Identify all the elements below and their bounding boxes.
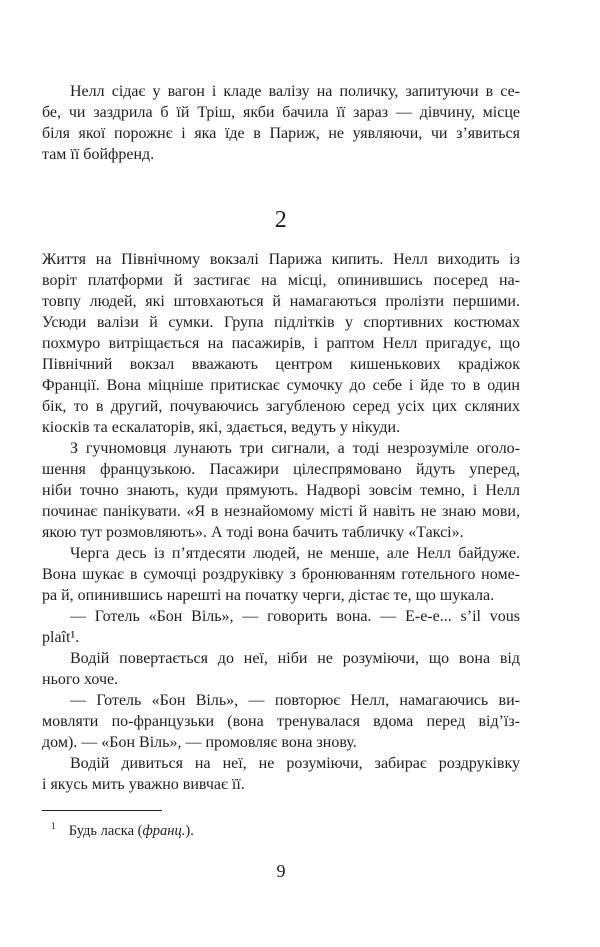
- text-line: кіосків та ескалаторів, які, здається, ведуть у нікуди.: [42, 419, 401, 436]
- text-line: там її бойфренд.: [42, 146, 155, 163]
- paragraph-dialogue: [42, 690, 520, 753]
- text-line: дом). — «Бон Віль», — промовляє вона знову.: [42, 734, 357, 751]
- footnote-text: Будь ласка (: [68, 822, 143, 839]
- text-line: шення французькою. Пасажири цілеспрямовано йдуть уперед,: [42, 461, 520, 478]
- paragraph-dialogue: [42, 606, 520, 648]
- paragraph: [42, 543, 520, 606]
- paragraph: [42, 438, 520, 543]
- text-line: Франції. Вона міцніше притискає сумочку до себе і йде то в один: [42, 377, 520, 394]
- text-line: — Готель «Бон Віль», — повторює Нелл, намагаючись ви-: [70, 692, 520, 709]
- text-line: Життя на Північному вокзалі Парижа кипить. Нелл виходить із: [42, 251, 520, 268]
- text-line: похмуро витріщається на пасажирів, і раптом Нелл пригадує, що: [42, 335, 520, 352]
- text-line: З гучномовця лунають три сигнали, а тоді незрозуміле оголо-: [70, 440, 520, 457]
- text-line: якою тут розмовляють». А тоді вона бачить табличку «Таксі».: [42, 524, 464, 541]
- text-line: нього хоче.: [42, 671, 119, 688]
- text-line: Північний вокзал вважають центром кишенькових крадіжок: [42, 356, 520, 373]
- text-line: біля якої порожнє і яка їде в Париж, не уявляючи, чи з’явиться: [42, 125, 520, 142]
- text-line: ра й, опинившись нарешті на початку черги, дістає те, що шукала.: [42, 587, 495, 604]
- text-line: починає панікувати. «Я в незнайомому місті й навіть не знаю мови,: [42, 503, 520, 520]
- text-line: plaît¹.: [42, 629, 80, 646]
- footnote-marker: 1: [51, 822, 56, 832]
- text-line: товпу людей, які штовхаються й намагаються пролізти першими.: [42, 293, 520, 310]
- footnote-suffix: ).: [185, 822, 194, 839]
- text-line: і якусь мить уважно вивчає її.: [42, 776, 245, 793]
- footnote-language-label: франц.: [142, 822, 186, 839]
- text-line: воріт платформи й застигає на місці, опинившись посеред на-: [42, 272, 520, 289]
- footnote-separator: [42, 810, 162, 811]
- text-line: Водій повертається до неї, ніби не розуміючи, що вона від: [70, 650, 520, 667]
- text-line: — Готель «Бон Віль», — говорить вона. — Е-е-е... s’il vous: [70, 608, 520, 625]
- paragraph: [42, 648, 520, 690]
- paragraph: [42, 753, 520, 795]
- paragraph: [42, 249, 520, 438]
- text-line: мовляти по-французьки (вона тренувалася вдома перед від’їз-: [42, 713, 520, 730]
- text-line: ніби точно знають, куди прямують. Надворі зовсім темно, і Нелл: [42, 482, 520, 499]
- text-line: Усюди валізи й сумки. Група підлітків у спортивних костюмах: [42, 314, 520, 331]
- text-line: Нелл сідає у вагон і кладе валізу на поличку, запитуючи в се-: [70, 83, 520, 100]
- chapter-heading: 2: [274, 207, 288, 233]
- text-line: бік, то в другий, почуваючись загубленою серед усіх цих скляних: [42, 398, 520, 415]
- page-content: [42, 81, 520, 840]
- footnote: [51, 818, 520, 840]
- text-line: Водій дивиться на неї, не розуміючи, забирає роздруківку: [70, 755, 520, 772]
- text-line: Черга десь із п’ятдесяти людей, не менше, але Нелл байдуже.: [70, 545, 520, 562]
- paragraph: [42, 81, 520, 165]
- text-line: Вона шукає в сумочці роздруківку з бронюванням готельного номе-: [42, 566, 520, 583]
- page-number: 9: [276, 861, 286, 881]
- text-line: бе, чи заздрила б їй Тріш, якби бачила її зараз — дівчину, місце: [42, 104, 520, 121]
